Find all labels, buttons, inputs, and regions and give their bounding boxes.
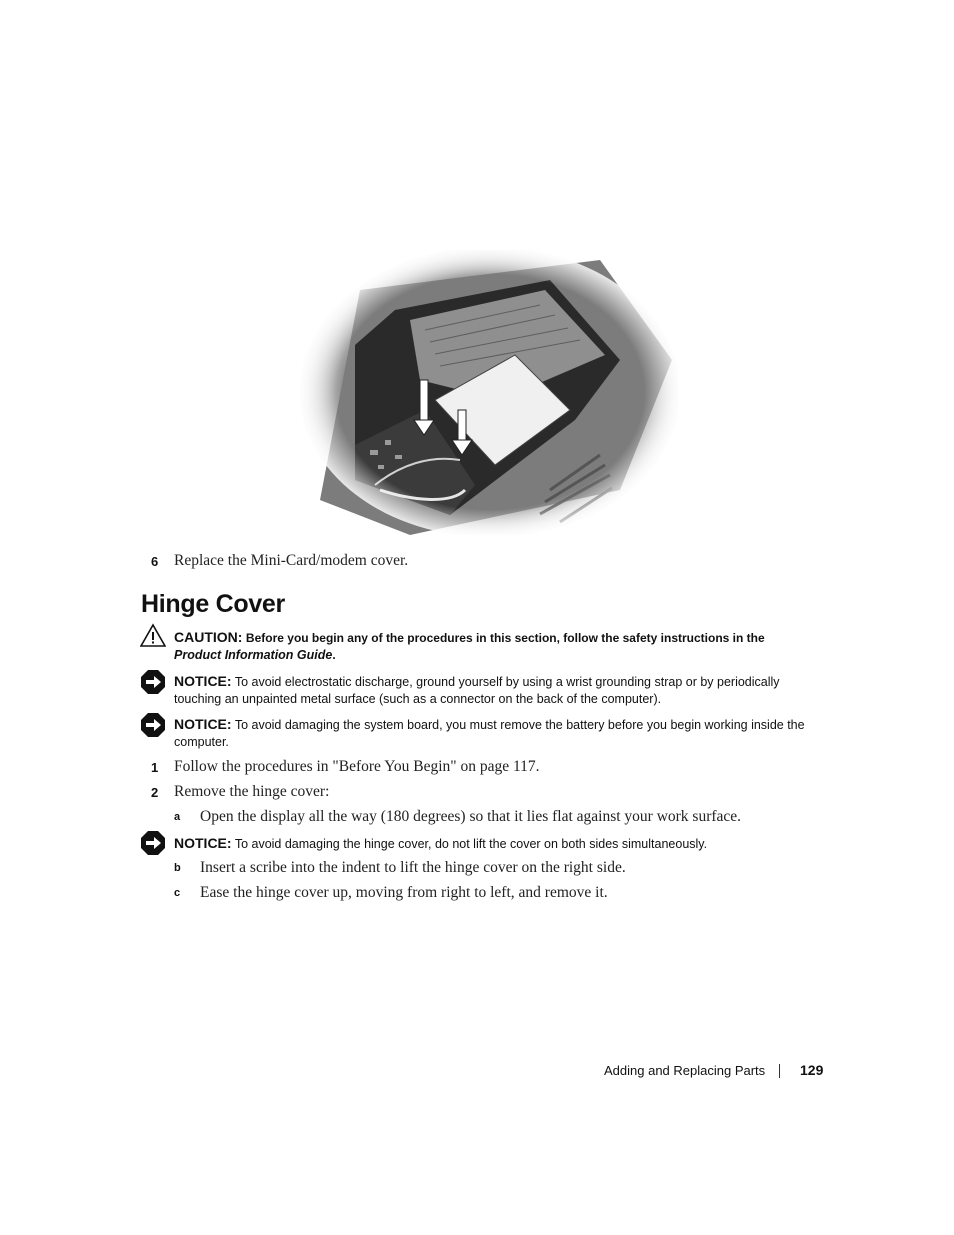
caution-end: .: [332, 648, 336, 662]
caution-text: Before you begin any of the procedures in this section, follow the safety instructions in the: [245, 631, 765, 645]
caution-guide-title: Product Information Guide: [174, 648, 333, 662]
notice-text: To avoid damaging the hinge cover, do not lift the cover on both sides simultaneously.: [234, 837, 708, 851]
footer-section-title: Adding and Replacing Parts: [604, 1063, 766, 1078]
notice-label: NOTICE:: [174, 716, 232, 732]
laptop-minicard-photo: [300, 250, 678, 535]
step-text: Remove the hinge cover:: [174, 783, 330, 800]
step-text: Replace the Mini-Card/modem cover.: [174, 552, 409, 569]
substep-letter: a: [174, 811, 181, 823]
caution-triangle-icon: [140, 623, 166, 649]
substep-text: Insert a scribe into the indent to lift the hinge cover on the right side.: [200, 859, 626, 876]
notice-icon: [140, 712, 166, 738]
step-number: 1: [151, 760, 159, 775]
footer-separator: [779, 1064, 780, 1078]
notice-label: NOTICE:: [174, 835, 232, 851]
caution-label: CAUTION:: [174, 629, 243, 645]
step-number: 6: [151, 554, 159, 569]
section-title: Hinge Cover: [141, 590, 285, 618]
notice-icon: [140, 830, 166, 856]
step-number: 2: [151, 785, 159, 800]
notice-esd: [174, 673, 814, 708]
substep-letter: c: [174, 887, 181, 899]
notice-hinge: [174, 835, 814, 853]
notice-icon: [140, 669, 166, 695]
notice-text: To avoid damaging the system board, you must remove the battery before you begin working inside the computer.: [174, 718, 805, 749]
page-number: 129: [800, 1062, 824, 1078]
notice-battery: [174, 716, 814, 751]
step-text: Follow the procedures in "Before You Begin" on page 117.: [174, 758, 540, 775]
caution-note: [174, 629, 814, 664]
substep-text: Ease the hinge cover up, moving from right to left, and remove it.: [200, 884, 608, 901]
substep-text: Open the display all the way (180 degrees) so that it lies flat against your work surface.: [200, 808, 742, 825]
notice-label: NOTICE:: [174, 673, 232, 689]
substep-letter: b: [174, 862, 181, 874]
notice-text: To avoid electrostatic discharge, ground yourself by using a wrist grounding strap or by periodically touching an unpainted metal surface (such as a connector on the back of the computer).: [174, 675, 780, 706]
